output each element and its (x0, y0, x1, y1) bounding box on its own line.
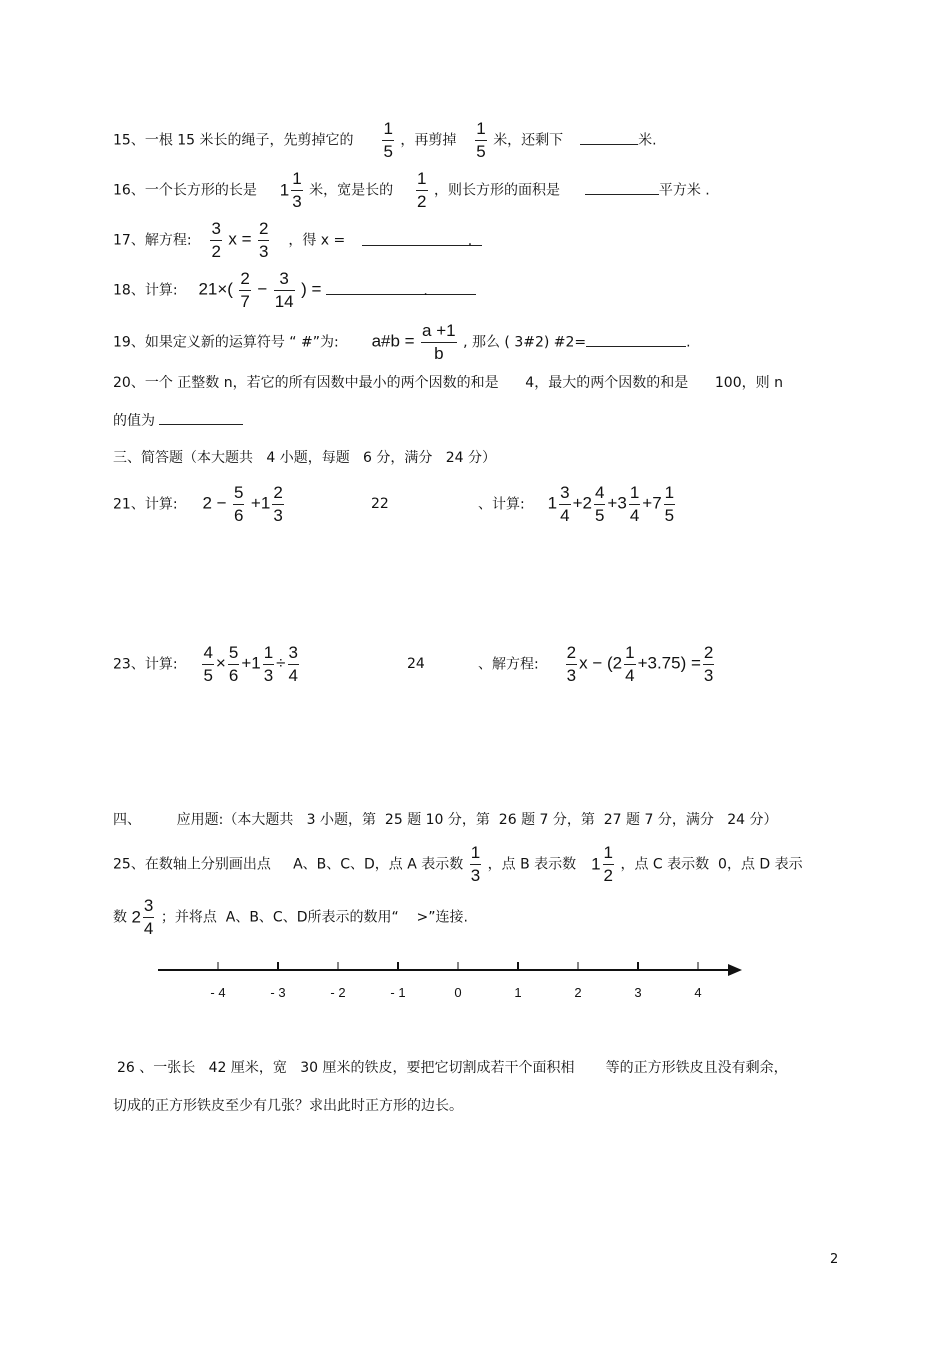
section-4-title: 四、 应用题:（本大题共 3 小题，第 25 题 10 分，第 26 题 7 分，第 27 题 7 分，满分 24 分） (113, 812, 778, 828)
number-line-label: 4 (694, 985, 702, 1000)
question-25-line-2: 数 2 $\frac{3}{4}$ ；并将点 A、B、C、D所表示的数用“ >”连接. (113, 896, 468, 938)
q23-fraction-3: $\frac{1}{3}$ (263, 643, 274, 685)
q15-fraction-2: $\frac{1}{5}$ (476, 119, 486, 161)
q15-suffix: 米，还剩下 (493, 132, 564, 149)
number-line-label: - 3 (270, 985, 286, 1000)
q19-lhs: a#b = (371, 331, 415, 351)
question-20-line-1: 20、一个 正整数 n，若它的所有因数中最小的两个因数的和是 4，最大的两个因数的和是 100，则 n (113, 375, 783, 391)
q22-fraction-4: $\frac{1}{5}$ (664, 483, 675, 525)
q25-fraction-a: $\frac{1}{3}$ (470, 843, 481, 885)
q15-fraction-1: $\frac{1}{5}$ (383, 119, 393, 161)
q21-plus: +1 (250, 493, 271, 513)
q21-lead: 2 − (202, 493, 227, 513)
q25-mixed-b: 1 $\frac{1}{2}$ (591, 843, 614, 885)
q24-fraction-1: $\frac{2}{3}$ (566, 643, 577, 685)
q18-fraction-2: $\frac{3}{14}$ (274, 269, 294, 311)
q17-equation-mid: x = (228, 229, 252, 249)
q18-lead: 21×( (198, 279, 233, 299)
question-22-number: 22 (371, 496, 389, 512)
number-line-label: 3 (634, 985, 642, 1000)
question-21 (113, 482, 286, 527)
number-line-label: 1 (514, 985, 522, 1000)
q18-answer-blank[interactable]: . (326, 281, 476, 295)
q17-suffix: ，得 x = (288, 232, 346, 249)
q24-fraction-2: $\frac{1}{4}$ (625, 643, 635, 685)
q18-minus: − (257, 279, 268, 299)
q21-fraction-1: $\frac{5}{6}$ (234, 483, 244, 525)
question-24-number: 24 (407, 656, 425, 672)
number-line-label: - 1 (390, 985, 406, 1000)
q16-mid: 米，宽是长的 (309, 182, 394, 199)
q16-suffix: ，则长方形的面积是 (433, 182, 560, 199)
q22-fraction-3: $\frac{1}{4}$ (629, 483, 640, 525)
page-number: 2 (830, 1252, 839, 1267)
q19-suffix: , 那么 ( 3#2) #2= (463, 334, 587, 351)
q23-fraction-4: $\frac{3}{4}$ (288, 643, 298, 685)
q15-answer-blank[interactable] (580, 130, 638, 145)
q23-fraction-1: $\frac{4}{5}$ (203, 643, 213, 685)
question-25-line-1: 25、在数轴上分别画出点 A、B、C、D，点 A 表示数 $\frac{1}{3}$ ，点 B 表示数 1 $\frac{1}{2}$ ，点 C 表示数 0，点 D 表示 (113, 843, 803, 885)
q25-mixed-d: 2 $\frac{3}{4}$ (131, 896, 154, 938)
q17-fraction-1: $\frac{3}{2}$ (211, 219, 221, 261)
number-line-label: 0 (454, 985, 462, 1000)
q19-fraction: $\frac{a +1}{b}$ (422, 321, 456, 363)
q18-fraction-1: $\frac{2}{7}$ (240, 269, 250, 311)
q16-prefix: 16、一个长方形的长是 (113, 182, 257, 199)
q24-fraction-3: $\frac{2}{3}$ (703, 643, 714, 685)
q22-fraction-1: $\frac{3}{4}$ (560, 483, 570, 525)
question-15 (113, 118, 657, 163)
question-22: 、计算: 1 $\frac{3}{4}$ +2 $\frac{4}{5}$ +3 $\frac{1}{4}$ +7 $\frac{1}{5}$ (478, 483, 675, 525)
question-23: 23、计算: $\frac{4}{5}$ × $\frac{5}{6}$ +1 $\frac{1}{3}$ ÷ $\frac{3}{4}$ (113, 643, 298, 685)
q16-mixed-number: 1 $\frac{1}{3}$ (279, 169, 302, 211)
q19-end: . (686, 334, 691, 351)
q18-close: ) = (301, 279, 322, 299)
q16-end: 平方米 . (658, 182, 710, 199)
q17-prefix: 17、解方程: (113, 232, 192, 249)
section-3-title: 三、简答题（本大题共 4 小题，每题 6 分，满分 24 分） (113, 450, 497, 466)
q23-fraction-2: $\frac{5}{6}$ (228, 643, 239, 685)
question-19 (113, 320, 691, 365)
q19-answer-blank[interactable] (586, 332, 686, 347)
q21-label: 21、计算: (113, 496, 178, 513)
number-line (150, 960, 770, 1010)
q20-answer-blank[interactable] (159, 410, 243, 425)
q24-label: 、解方程: (478, 656, 539, 673)
number-line-arrow (728, 964, 742, 976)
question-20-line-2: 的值为 (113, 410, 243, 431)
q17-fraction-2: $\frac{2}{3}$ (258, 219, 269, 261)
question-26-line-2: 切成的正方形铁皮至少有几张？求出此时正方形的边长。 (113, 1098, 463, 1114)
q19-prefix: 19、如果定义新的运算符号 “ #”为: (113, 334, 339, 351)
q15-mid: ，再剪掉 (400, 132, 457, 149)
q23-label: 23、计算: (113, 656, 178, 673)
question-18 (113, 268, 476, 313)
q18-prefix: 18、计算: (113, 282, 178, 299)
q15-prefix: 15、一根 15 米长的绳子，先剪掉它的 (113, 132, 354, 149)
number-line-label: - 2 (330, 985, 346, 1000)
q17-answer-blank[interactable]: . (362, 231, 482, 246)
q21-fraction-2: $\frac{2}{3}$ (273, 483, 283, 525)
question-26-line-1: 26 、一张长 42 厘米，宽 30 厘米的铁皮，要把它切割成若干个面积相 等的正方形铁皮且没有剩余， (117, 1060, 788, 1076)
q16-fraction: $\frac{1}{2}$ (417, 169, 427, 211)
q15-end: 米. (638, 132, 657, 149)
question-24: 、解方程: $\frac{2}{3}$ x − (2 $\frac{1}{4}$ +3.75) = $\frac{2}{3}$ (478, 643, 714, 685)
q16-answer-blank[interactable] (585, 180, 659, 195)
q22-label: 、计算: (478, 496, 525, 513)
q22-fraction-2: $\frac{4}{5}$ (594, 483, 605, 525)
question-17 (113, 218, 482, 263)
question-16 (113, 168, 710, 213)
number-line-label: 2 (574, 985, 582, 1000)
number-line-label: - 4 (210, 985, 226, 1000)
